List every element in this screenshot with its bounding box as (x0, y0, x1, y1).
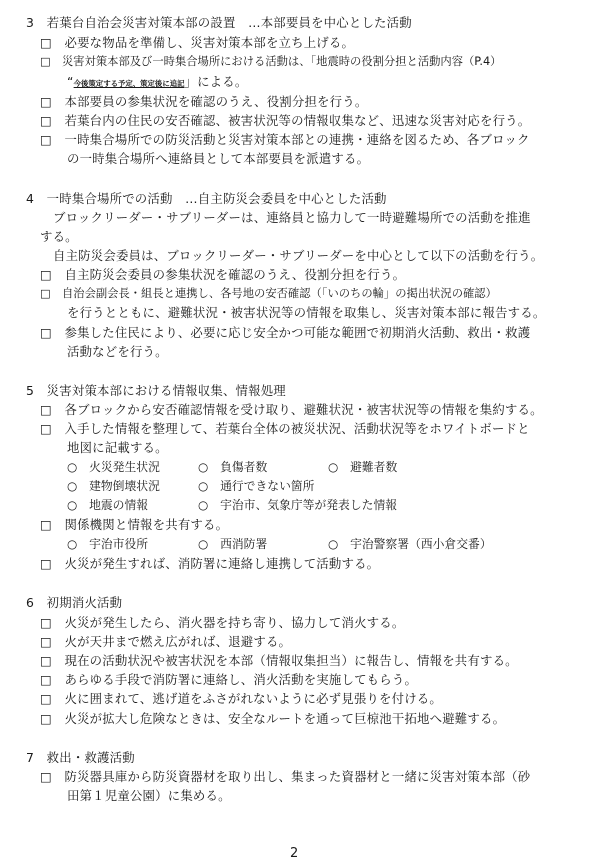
s5-option-cityhall: ○ 宇治市役所 (67, 537, 149, 551)
s3-item-4: □ 若葉台内の住民の安否確認、被害状況等の情報収集など、迅速な災害対応を行う。 (40, 113, 531, 128)
page-number: 2 (290, 846, 299, 861)
section-4-heading: 4 一時集合場所での活動 …自主防災会委員を中心とした活動 (26, 191, 387, 206)
s3-item-2-cont (67, 73, 247, 92)
s3-quote-mark: “ (67, 74, 74, 89)
s3-pending-note: 今後策定する予定、策定後に追記 (73, 79, 185, 88)
section-6-heading: 6 初期消火活動 (26, 595, 123, 610)
s4-para-1: ブロックリーダー・サブリーダーは、連絡員と協力して一時避難場所での活動を推進 (53, 210, 531, 225)
s5-item-3: □ 関係機関と情報を共有する。 (40, 517, 229, 532)
s5-option-blocked: ○ 通行できない箇所 (198, 479, 315, 493)
s6-item-1: □ 火災が発生したら、消火器を持ち寄り、協力して消火する。 (40, 615, 405, 630)
s4-para-2: 自主防災会委員は、ブロックリーダー・サブリーダーを中心として以下の活動を行う。 (53, 248, 544, 263)
s6-item-4: □ あらゆる手段で消防署に連絡し、消火活動を実施してもらう。 (40, 672, 418, 687)
s7-item-1: □ 防災器具庫から防災資器材を取り出し、集まった資器材と一緒に災害対策本部（砂 (40, 769, 531, 784)
s4-para-1-cont: する。 (40, 229, 78, 244)
s5-option-quake: ○ 地震の情報 (67, 498, 149, 512)
s3-item-2: □ 災害対策本部及び一時集合場所における活動は、「地震時の役割分担と活動内容（P.4） (40, 55, 502, 68)
s6-item-6: □ 火災が拡大し危険なときは、安全なルートを通って巨椋池干拓地へ避難する。 (40, 711, 506, 726)
s5-option-evacuees: ○ 避難者数 (328, 460, 398, 474)
s6-item-3: □ 現在の活動状況や被害状況を本部（情報収集担当）に報告し、情報を共有する。 (40, 653, 518, 668)
s5-item-1: □ 各ブロックから安否確認情報を受け取り、避難状況・被害状況等の情報を集約する。 (40, 402, 543, 417)
s7-item-1-cont: 田第１児童公園）に集める。 (67, 788, 231, 803)
s6-item-5: □ 火に囲まれて、逃げ道をふさがれないように必ず見張りを付ける。 (40, 691, 442, 706)
s3-item-5: □ 一時集合場所での防災活動と災害対策本部との連携・連絡を図るため、各ブロック (40, 132, 530, 147)
section-5-heading: 5 災害対策本部における情報収集、情報処理 (26, 383, 286, 398)
s5-option-official: ○ 宇治市、気象庁等が発表した情報 (198, 498, 398, 512)
s3-item-5-cont: の一時集合場所へ連絡員として本部要員を派遣する。 (67, 151, 370, 166)
s5-item-2-cont: 地図に記載する。 (67, 440, 168, 455)
s5-item-4: □ 火災が発生すれば、消防署に連絡し連携して活動する。 (40, 556, 380, 571)
s6-item-2: □ 火が天井まで燃え広がれば、退避する。 (40, 634, 292, 649)
s5-option-fire: ○ 火災発生状況 (67, 460, 160, 474)
s4-item-2: □ 自治会副会長・組長と連携し、各号地の安否確認（「いのちの輪」の掲出状況の確認） (40, 287, 497, 300)
s4-item-3-cont: 活動などを行う。 (67, 344, 168, 359)
s3-item-1: □ 必要な物品を準備し、災害対策本部を立ち上げる。 (40, 35, 355, 50)
s3-item-3: □ 本部要員の参集状況を確認のうえ、役割分担を行う。 (40, 94, 368, 109)
s4-item-2-cont: を行うとともに、避難状況・被害状況等の情報を取集し、災害対策本部に報告する。 (67, 305, 546, 320)
s5-option-firestation: ○ 西消防署 (198, 537, 268, 551)
s5-option-injured: ○ 負傷者数 (198, 460, 268, 474)
s5-item-2: □ 入手した情報を整理して、若葉台全体の被災状況、活動状況等をホワイトボードと (40, 421, 530, 436)
s3-item-2-end: 」による。 (184, 74, 248, 89)
section-7-heading: 7 救出・救護活動 (26, 750, 135, 765)
section-3-heading: 3 若葉台自治会災害対策本部の設置 …本部要員を中心とした活動 (26, 15, 412, 30)
s4-item-3: □ 参集した住民により、必要に応じ安全かつ可能な範囲で初期消火活動、救出・救護 (40, 325, 531, 340)
s4-item-1: □ 自主防災会委員の参集状況を確認のうえ、役割分担を行う。 (40, 267, 406, 282)
s5-option-collapse: ○ 建物倒壊状況 (67, 479, 160, 493)
s5-option-police: ○ 宇治警察署（西小倉交番） (328, 537, 492, 551)
